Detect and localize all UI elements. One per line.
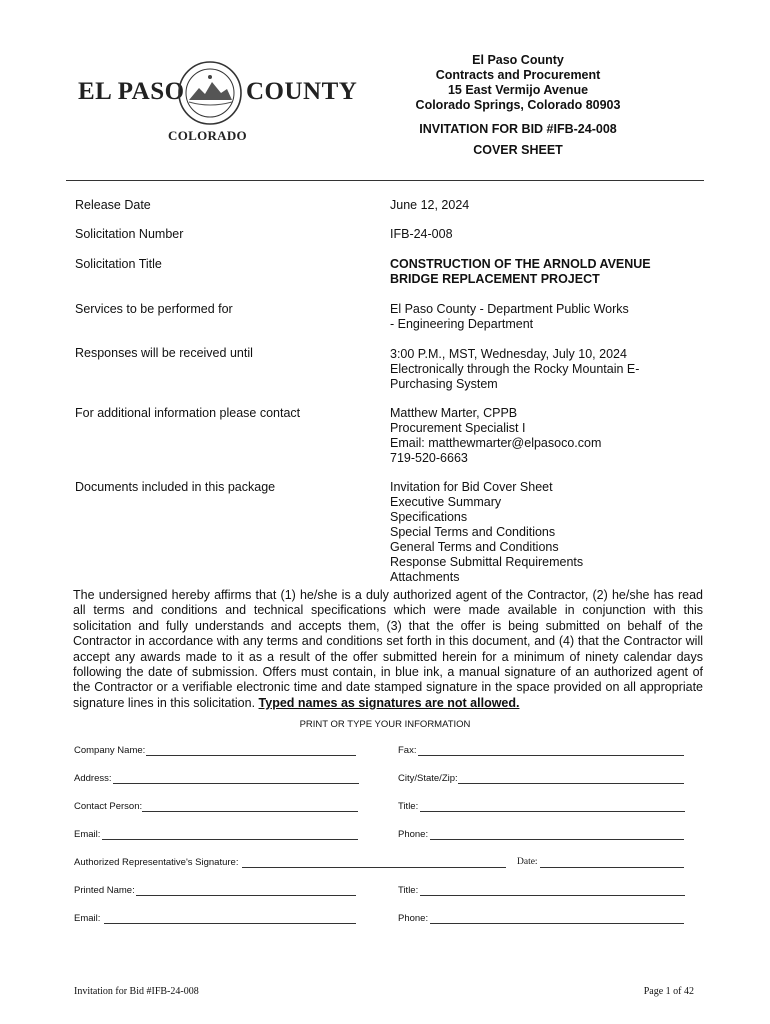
header-city: Colorado Springs, Colorado 80903	[415, 98, 621, 112]
value-solicitation-title: CONSTRUCTION OF THE ARNOLD AVENUE BRIDGE REPLACEMENT PROJECT	[390, 257, 651, 286]
value-release-date: June 12, 2024	[390, 198, 470, 212]
footer-page-number: Page 1 of 42	[643, 986, 694, 997]
phone-label-1: Phone:	[398, 829, 429, 840]
affirmation-paragraph: The undersigned hereby affirms that (1) he/she is a duly authorized agent of the Contractor, (2) he/she has read all terms and conditions and technical specifications which were made available in conjunction with this solicitation and fully understands and accepts them, (3) that the offer is being submitted on behalf of the Contractor in accordance with any terms and conditions set forth in this document, and (4) that the Contractor will accept any awards made to it as a result of the offer submitted herein for a minimum of ninety calendar days following the date of submission. Offers must contain, in blue ink, a manual signature of an authorized agent of the Contractor or a verifiable electronic time and date stamped signature in the space provided on all appropriate signature lines in this solicitation. Typed names as signatures are not allowed.	[73, 588, 703, 710]
address-field[interactable]	[113, 783, 359, 784]
logo-state: COLORADO	[168, 128, 247, 143]
header-address-block	[398, 53, 638, 113]
label-contact: For additional information please contact	[75, 406, 301, 420]
city-state-zip-field[interactable]	[458, 783, 684, 784]
county-seal-icon	[177, 60, 243, 126]
signature-field[interactable]	[242, 867, 506, 868]
label-responses-until: Responses will be received until	[75, 346, 253, 360]
email-label-1: Email:	[74, 829, 101, 840]
form-heading: PRINT OR TYPE YOUR INFORMATION	[299, 719, 471, 730]
bid-title: INVITATION FOR BID #IFB-24-008	[419, 122, 617, 136]
contact-phone: 719-520-6663	[390, 451, 468, 465]
header-street: 15 East Vermijo Avenue	[447, 83, 589, 97]
signature-label: Authorized Representative's Signature:	[74, 857, 239, 868]
company-name-label: Company Name:	[74, 745, 146, 756]
header-divider	[66, 180, 704, 181]
contact-person-field[interactable]	[142, 811, 358, 812]
value-services-for: El Paso County - Department Public Works - Engineering Department	[390, 302, 629, 331]
label-release-date: Release Date	[75, 198, 151, 212]
fax-label: Fax:	[398, 745, 417, 756]
title-field-2[interactable]	[420, 895, 685, 896]
date-label: Date:	[517, 857, 538, 867]
fax-field[interactable]	[418, 755, 684, 756]
company-name-field[interactable]	[146, 755, 356, 756]
email-field-1[interactable]	[102, 839, 358, 840]
date-field[interactable]	[540, 867, 684, 868]
title-label-1: Title:	[398, 801, 419, 812]
value-solicitation-number: IFB-24-008	[390, 227, 453, 241]
logo-word-el-paso: EL PASO	[78, 78, 185, 105]
label-solicitation-number: Solicitation Number	[75, 227, 184, 241]
email-field-2[interactable]	[104, 923, 356, 924]
header-dept: Contracts and Procurement	[435, 68, 601, 82]
value-documents: Invitation for Bid Cover Sheet Executive Summary Specifications Special Terms and Conditions General Terms and Conditions Response Submittal Requirements Attachments	[390, 480, 584, 584]
contact-email[interactable]: Email: matthewmarter@elpasoco.com	[390, 436, 602, 450]
label-services-for: Services to be performed for	[75, 302, 233, 316]
affirmation-emphasis: Typed names as signatures are not allowed.	[258, 695, 520, 710]
phone-field-2[interactable]	[430, 923, 684, 924]
label-solicitation-title: Solicitation Title	[75, 257, 162, 271]
value-contact: Matthew Marter, CPPB Procurement Specialist I Email: matthewmarter@elpasoco.com 719-520-6663	[390, 406, 602, 465]
phone-label-2: Phone:	[398, 913, 429, 924]
footer-left: Invitation for Bid #IFB-24-008	[74, 986, 199, 997]
header-org: El Paso County	[472, 53, 564, 67]
printed-name-field[interactable]	[136, 895, 356, 896]
cover-sheet-title: COVER SHEET	[473, 143, 563, 157]
title-field-1[interactable]	[420, 811, 685, 812]
logo-word-county: COUNTY	[246, 78, 358, 105]
label-documents: Documents included in this package	[75, 480, 276, 494]
printed-name-label: Printed Name:	[74, 885, 135, 896]
title-label-2: Title:	[398, 885, 419, 896]
value-responses-until: 3:00 P.M., MST, Wednesday, July 10, 2024 Electronically through the Rocky Mountain E- Purchasing System	[390, 347, 640, 391]
county-logo	[78, 60, 358, 144]
city-state-zip-label: City/State/Zip:	[398, 773, 458, 784]
contact-person-label: Contact Person:	[74, 801, 143, 812]
phone-field-1[interactable]	[430, 839, 684, 840]
email-label-2: Email:	[74, 913, 101, 924]
address-label: Address:	[74, 773, 112, 784]
